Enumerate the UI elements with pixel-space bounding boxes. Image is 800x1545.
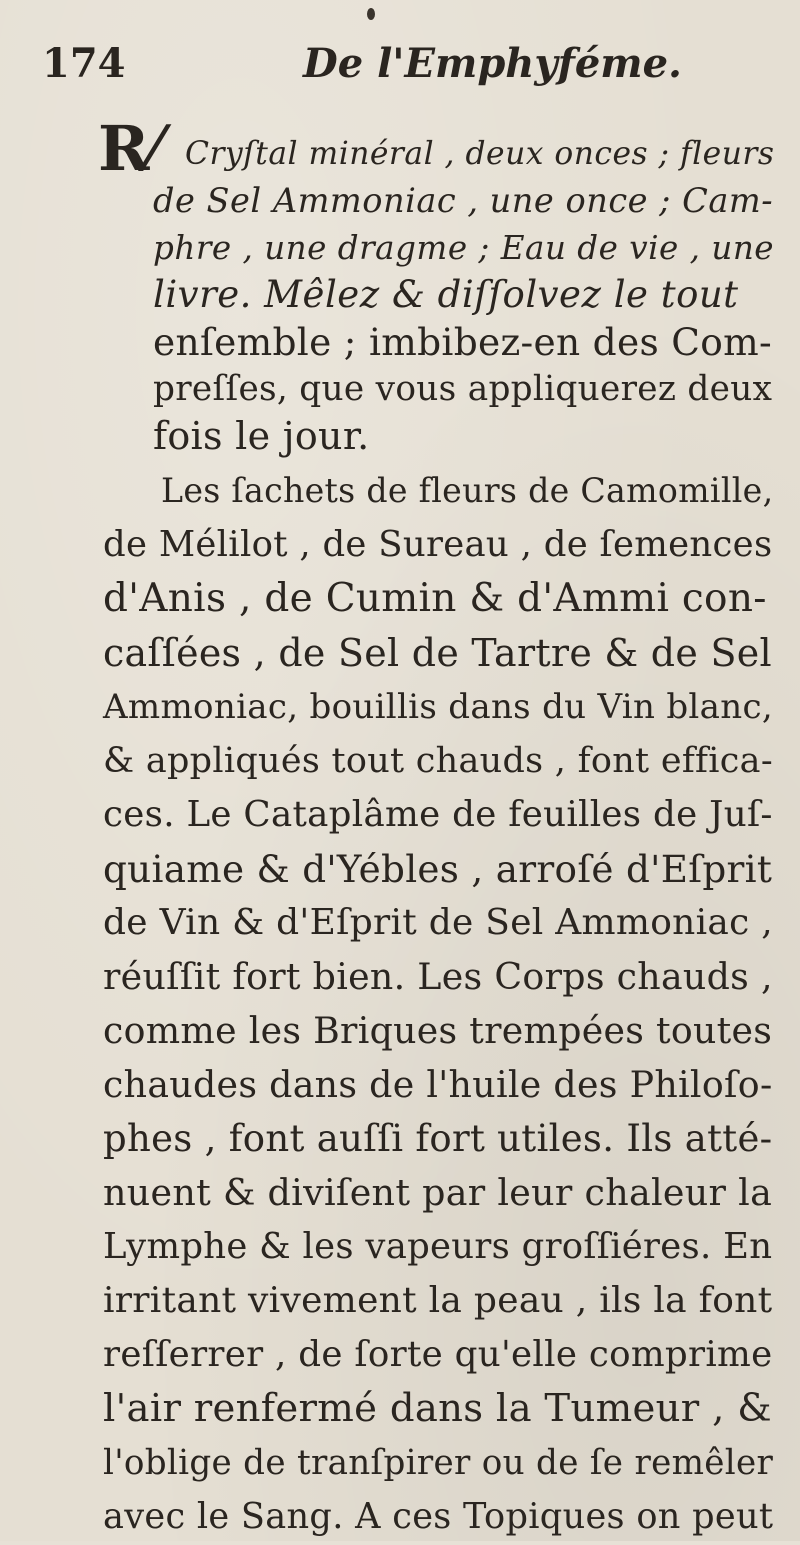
- running-title: De l'Emphyféme.: [303, 40, 682, 87]
- recipe-line: fois le jour.: [153, 414, 370, 458]
- text-line: Lymphe & les vapeurs groſſiéres. En: [103, 1226, 773, 1267]
- text-line: reſſerrer , de ſorte qu'elle comprime: [103, 1334, 773, 1375]
- recipe-line: preſſes, que vous appliquerez deux: [153, 369, 773, 409]
- text-line: Les ſachets de fleurs de Camomille,: [161, 471, 774, 510]
- text-line: nuent & diviſent par leur chaleur la: [103, 1171, 773, 1214]
- recipe-line: phre , une dragme ; Eau de vie , une: [153, 229, 775, 267]
- text-line: irritant vivement la peau , ils la font: [103, 1280, 773, 1321]
- text-line: chaudes dans de l'huile des Philoſo-: [103, 1063, 773, 1106]
- recipe-line: livre. Mêlez & diſſolvez le tout: [153, 273, 739, 316]
- page-header: [0, 40, 800, 90]
- text-line: de Mélilot , de Sureau , de ſemences: [103, 524, 773, 565]
- text-line: ces. Le Cataplâme de feuilles de Juſ-: [103, 794, 773, 835]
- page-number: 174: [42, 40, 126, 87]
- text-line: phes , font auſſi fort utiles. Ils atté-: [103, 1117, 773, 1160]
- text-line: d'Anis , de Cumin & d'Ammi con-: [103, 576, 767, 621]
- text-line: quiame & d'Yébles , arroſé d'Eſprit: [103, 847, 773, 891]
- text-line: de Vin & d'Eſprit de Sel Ammoniac ,: [103, 902, 773, 943]
- text-line: comme les Briques trempées toutes: [103, 1009, 773, 1052]
- recipe-symbol: R⁄: [98, 112, 160, 185]
- text-line: réuſſit fort bien. Les Corps chauds ,: [103, 955, 773, 998]
- recipe-line: de Sel Ammoniac , une once ; Cam-: [153, 181, 774, 220]
- recipe-line: enſemble ; imbibez-en des Com-: [153, 320, 772, 364]
- text-line: & appliqués tout chauds , font effica-: [103, 741, 773, 781]
- ink-dot: [367, 8, 375, 20]
- text-line: caſſées , de Sel de Tartre & de Sel: [103, 631, 772, 675]
- text-line: l'air renfermé dans la Tumeur , &: [103, 1386, 772, 1431]
- text-line: l'oblige de tranſpirer ou de ſe remêler: [103, 1443, 774, 1483]
- recipe-line: Cryſtal minéral , deux onces ; fleurs: [185, 136, 775, 172]
- text-line: Ammoniac, bouillis dans du Vin blanc,: [103, 687, 773, 727]
- text-line: avec le Sang. A ces Topiques on peut: [103, 1496, 774, 1537]
